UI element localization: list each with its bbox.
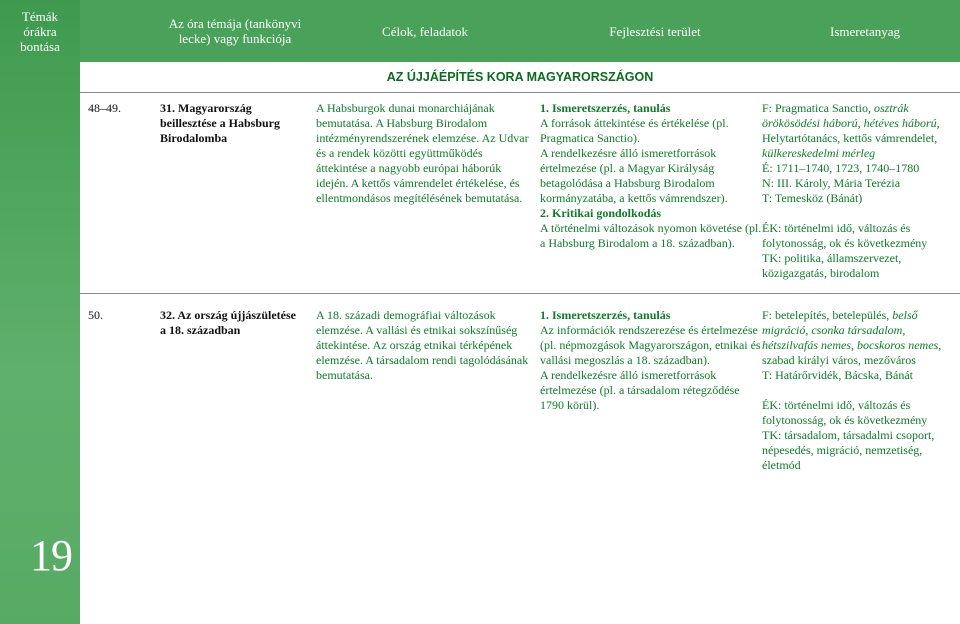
knowledge-line: TK: társadalom, társadalmi csoport, népesedés, migráció, nemzetiség, életmód — [762, 428, 935, 472]
dev-text-3: A történelmi változások nyomon követése (pl. a Habsburg Birodalom a 18. században). — [540, 221, 762, 250]
header-col-knowledge: Ismeretanyag — [829, 23, 901, 39]
knowledge-line: T: Temesköz (Bánát) — [762, 191, 863, 205]
dev-heading-1: 1. Ismeretszerzés, tanulás — [540, 101, 671, 115]
knowledge-text: Helytartótanács, kettős vámrendelet, — [762, 131, 938, 145]
dev-text-1: A források áttekintése és értékelése (pl. Pragmatica Sanctio). — [540, 116, 729, 145]
knowledge-line: T: Határőrvidék, Bácska, Bánát — [762, 368, 914, 382]
knowledge-line: TK: politika, államszervezet, közigazgatás, birodalom — [762, 251, 902, 280]
header-col-topics: Témák órákra bontása — [20, 8, 60, 54]
lesson-aims: A 18. századi demográfiai változások elemzése. A vallási és etnikai sokszínűség áttekintése. Az ország etnikai térképének elemzése. A társadalom rendi tagolódásának bemutatása. — [316, 308, 529, 382]
table-body — [80, 62, 960, 624]
spacer — [762, 206, 958, 221]
knowledge-text: F: Pragmatica Sanctio, — [762, 101, 874, 115]
header-col-development: Fejlesztési terület — [609, 23, 701, 39]
knowledge-line: ÉK: történelmi idő, változás és folytonosság, ok és következmény — [762, 221, 928, 250]
header-col-aims: Célok, feladatok — [382, 23, 468, 39]
row-divider — [80, 293, 960, 294]
dev-heading-1: 1. Ismeretszerzés, tanulás — [540, 308, 671, 322]
knowledge-line — [762, 101, 958, 131]
lesson-topic: 31. Magyarország beillesztése a Habsburg Birodalomba — [160, 101, 280, 145]
dev-text-1: Az információk rendszerezése és értelmezése (pl. népmozgások Magyarországon, etnikai és vallási megoszlás a 18. században). — [540, 323, 761, 367]
page-number: 19 — [30, 531, 72, 580]
knowledge-italic: külkereskedelmi mérleg — [762, 146, 876, 160]
knowledge-line: N: III. Károly, Mária Terézia — [762, 176, 901, 190]
knowledge-content — [762, 101, 958, 281]
development-area — [540, 101, 762, 251]
knowledge-content — [762, 308, 958, 473]
lesson-number: 50. — [88, 308, 103, 322]
lesson-aims: A Habsburgok dunai monarchiájának bemutatása. A Habsburg Birodalom intézményrendszerének elemzése. Az Udvar és a rendek közötti együttműködés áttekintése a nagyobb európai háborúk idején. A kettős vámrendelet értékelése, és ellentmondásos megítélésének bemutatása. — [316, 101, 529, 205]
knowledge-text: F: betelepítés, betelepülés, — [762, 308, 893, 322]
header-col-lesson: Az óra témája (tankönyvi lecke) vagy funkciója — [168, 16, 302, 46]
knowledge-italic: osztrák örökösödési háború, hétéves háború, — [762, 101, 940, 130]
dev-heading-2: 2. Kritikai gondolkodás — [540, 206, 662, 220]
development-area — [540, 308, 762, 413]
lesson-topic: 32. Az ország újjászületése a 18. században — [160, 308, 296, 337]
knowledge-line — [762, 308, 958, 368]
table-header — [20, 0, 960, 62]
lesson-number: 48–49. — [88, 101, 121, 115]
knowledge-line — [762, 131, 958, 161]
knowledge-italic: belső migráció, csonka társadalom, hétszilvafás nemes, bocskoros nemes, — [762, 308, 942, 352]
section-title: AZ ÚJJÁÉPÍTÉS KORA MAGYARORSZÁGON — [386, 70, 654, 84]
spacer — [762, 383, 958, 398]
knowledge-line: ÉK: történelmi idő, változás és folytonosság, ok és következmény — [762, 398, 928, 427]
dev-text-2: A rendelkezésre álló ismeretforrások értelmezése (pl. a társadalom rétegződése 1790 körül). — [540, 368, 740, 412]
dev-text-2: A rendelkezésre álló ismeretforrások értelmezése (pl. a Magyar Királyság betagolódása a Habsburg Birodalom kormányzatába, a kettős vámrendszer). — [540, 146, 728, 205]
knowledge-text: szabad királyi város, mezőváros — [762, 353, 916, 367]
section-divider — [80, 92, 960, 93]
knowledge-line: É: 1711–1740, 1723, 1740–1780 — [762, 161, 920, 175]
